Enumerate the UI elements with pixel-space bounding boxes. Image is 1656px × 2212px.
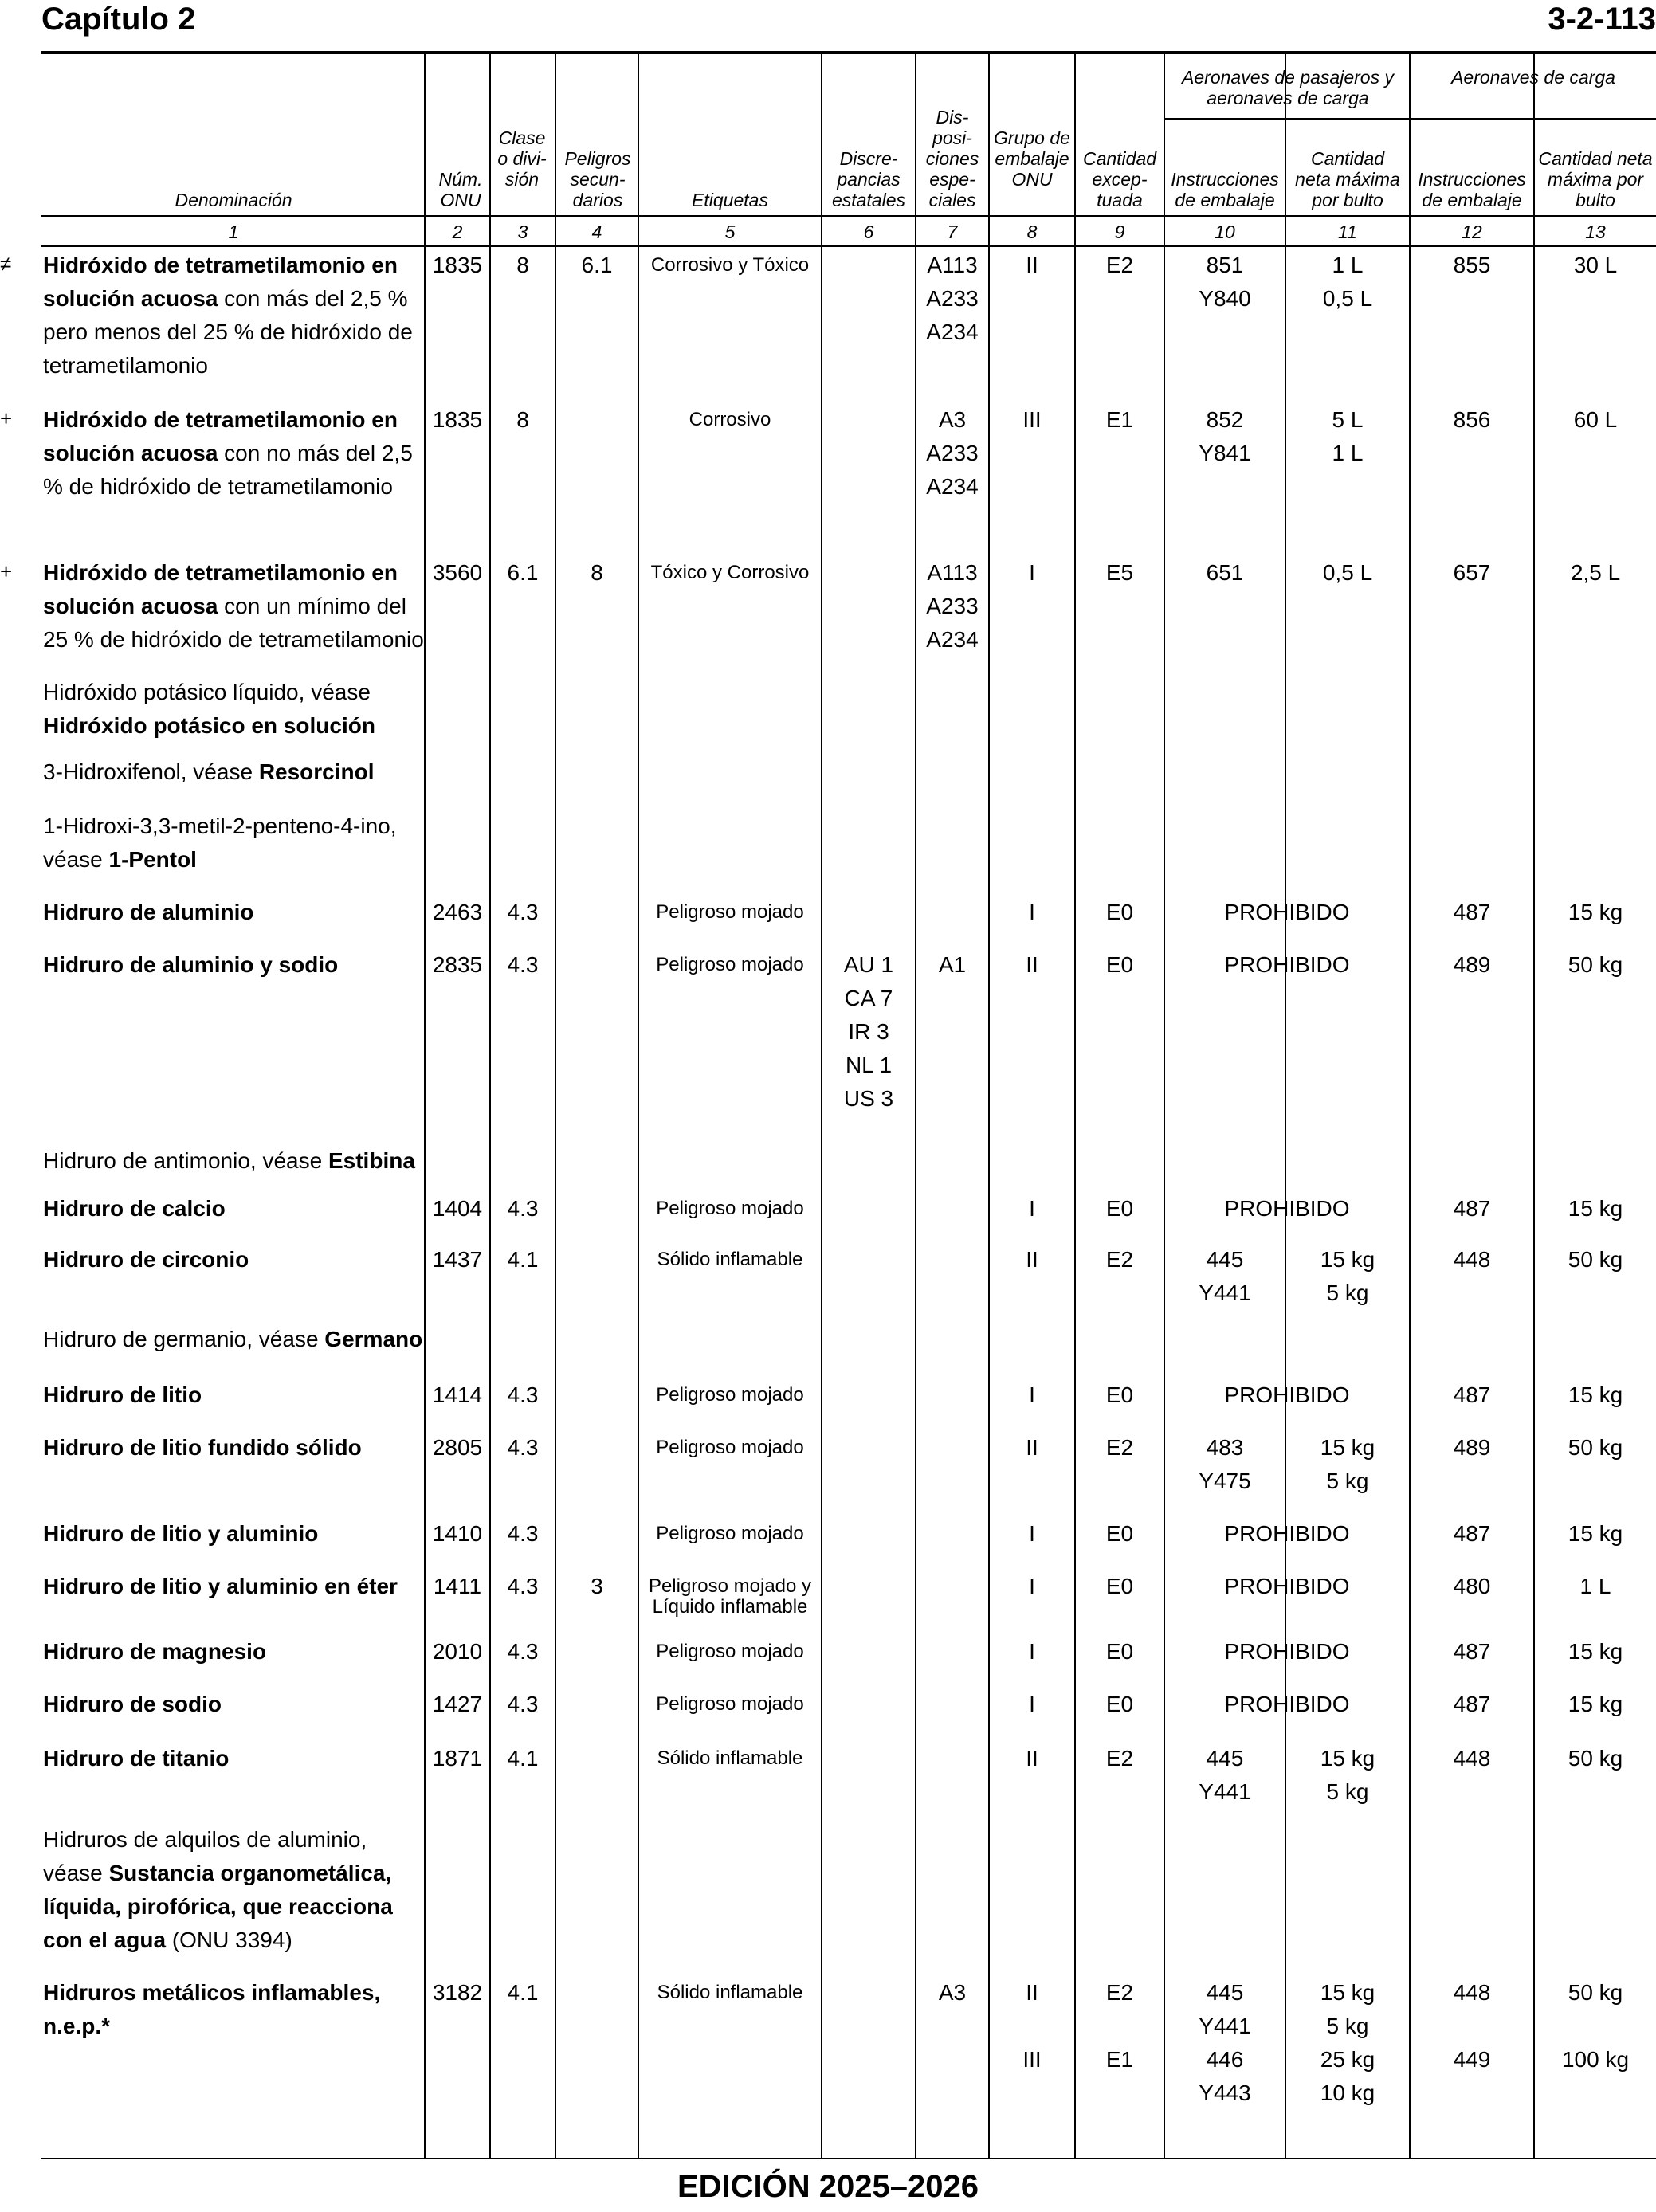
reference-text: Hidruro de germanio, véase [43,1327,325,1351]
cell-cqty: 15 kg [1568,900,1623,924]
substance-name-bold: Hidruro de aluminio y sodio [43,952,339,977]
cross-reference [43,1823,424,1957]
col-instrucciones-carga: Instrucciones de embalaje [1418,169,1526,210]
cell-cls: 4.1 [507,1746,539,1771]
cell-cls: 4.3 [507,1574,539,1598]
cell-qty: 15 kg 5 kg [1320,1746,1375,1804]
substance-name [43,249,424,382]
cell-eq: E0 [1105,1521,1134,1546]
cell-label: Tóxico y Corrosivo [650,562,810,583]
cell-pi: 445 Y441 446 Y443 [1199,1980,1251,2105]
substance-name-bold: Hidruro de circonio [43,1247,249,1272]
cell-cqty: 15 kg [1568,1382,1623,1407]
cell-qty: 1 L 0,5 L [1322,253,1373,311]
cross-reference [43,810,424,877]
cell-eq: E0 [1105,1692,1134,1716]
cell-cls: 4.1 [507,1247,539,1272]
substance-name [43,403,424,504]
substance-name-bold: Hidruro de litio y aluminio [43,1521,319,1546]
change-mark: + [0,559,13,583]
substance-name [43,896,424,929]
cell-label: Sólido inflamable [657,1249,803,1270]
page-number: 3-2-113 [1548,2,1656,37]
cell-cqty: 2,5 L [1570,560,1621,585]
cell-qty: 15 kg 5 kg [1320,1435,1375,1493]
cell-label: Peligroso mojado [656,1437,804,1458]
cell-sp: A1 [938,952,967,977]
substance-name [43,1742,424,1775]
cell-label: Peligroso mojado y Líquido inflamable [648,1575,812,1618]
cell-eq: E0 [1105,952,1134,977]
cell-cls: 8 [516,407,529,432]
cell-pi: 651 [1206,560,1244,585]
cell-pg: I [1029,1692,1035,1716]
cell-cpi: 489 [1453,1435,1491,1460]
cell-cpi: 448 449 [1453,1980,1491,2072]
cell-pg: I [1029,1639,1035,1664]
cell-eq: E1 [1105,407,1134,432]
cell-un: 1414 [432,1382,483,1407]
substance-name-bold: Hidruro de magnesio [43,1639,267,1664]
col-divider [424,54,426,2158]
cell-cqty: 60 L [1573,407,1618,432]
cell-cqty: 1 L [1579,1574,1611,1598]
cell-disc: AU 1 CA 7 IR 3 NL 1 US 3 [843,952,894,1111]
cell-label: Sólido inflamable [657,1982,803,2003]
cell-prohibido: PROHIBIDO [1224,1692,1350,1716]
col-denominacion: Denominación [175,190,292,210]
colnum-8: 8 [1026,222,1038,242]
cell-eq: E2 [1105,1435,1134,1460]
cell-pi: 445 Y441 [1199,1746,1251,1804]
cell-prohibido: PROHIBIDO [1224,1196,1350,1221]
reference-text: 3-Hidroxifenol, véase [43,759,259,784]
reference-target: 1-Pentol [108,847,197,872]
cell-cls: 4.3 [507,1692,539,1716]
reference-text: 1-Hidroxi-3,3-metil-2-penteno-4-ino, véase [43,814,397,872]
cell-cls: 4.3 [507,1196,539,1221]
cell-cqty: 15 kg [1568,1639,1623,1664]
cell-qty: 0,5 L [1322,560,1373,585]
colnum-6: 6 [863,222,874,242]
cell-pi: 483 Y475 [1199,1435,1251,1493]
cell-sp: A3 A233 A234 [926,407,979,499]
cell-un: 1410 [432,1521,483,1546]
cell-un: 1871 [432,1746,483,1771]
col-cantidad-exceptuada: Cantidad excep- tuada [1082,148,1157,210]
substance-name-bold: Hidruro de litio y aluminio en éter [43,1574,398,1598]
cell-cpi: 657 [1453,560,1491,585]
cell-un: 3182 [432,1980,483,2005]
cell-eq: E2 E1 [1105,1980,1134,2072]
cell-cqty: 50 kg [1568,1435,1623,1460]
cell-eq: E2 [1105,253,1134,277]
cell-un: 2010 [432,1639,483,1664]
chapter-title: Capítulo 2 [41,2,196,37]
substance-name-bold: Hidróxido de tetrametilamonio en solución acuosa [43,560,398,618]
col-divider [489,54,491,2158]
group-cargo-header: Aeronaves de carga [1451,67,1615,88]
cell-un: 2463 [432,900,483,924]
substance-name [43,1192,424,1226]
cell-un: 1835 [432,253,483,277]
colnum-5: 5 [724,222,736,242]
cell-cls: 8 [516,253,529,277]
cell-pg: II [1026,253,1038,277]
substance-name-detail: con un mínimo del 25 % de hidróxido de tetrametilamonio [43,594,424,652]
col-divider [1164,54,1165,2158]
reference-text: Hidruros de alquilos de aluminio, véase [43,1827,367,1885]
substance-name-bold: Hidruro de aluminio [43,900,254,924]
cell-label: Peligroso mojado [656,1641,804,1662]
cell-eq: E0 [1105,1639,1134,1664]
cell-cpi: 487 [1453,1382,1491,1407]
cell-cpi: 448 [1453,1746,1491,1771]
substance-name-detail: con no más del 2,5 % de hidróxido de tetrametilamonio [43,441,413,499]
col-divider [915,54,916,2158]
cell-sec: 8 [591,560,603,585]
cell-label: Peligroso mojado [656,901,804,923]
substance-name [43,1635,424,1669]
colnum-1: 1 [228,222,239,242]
substance-name [43,948,424,982]
cell-qty: 5 L 1 L [1332,407,1364,465]
cell-cqty: 50 kg [1568,952,1623,977]
cell-qty: 15 kg 5 kg 25 kg 10 kg [1320,1980,1375,2105]
edition-footer: EDICIÓN 2025–2026 [677,2169,979,2204]
substance-name [43,1976,424,2043]
reference-target: Sustancia organometálica, líquida, pirofórica, que reacciona con el agua [43,1861,393,1952]
reference-target: Resorcinol [258,759,375,784]
col-disposiciones: Dis- posi- ciones espe- ciales [925,107,979,210]
colnum-7: 7 [947,222,958,242]
cell-un: 3560 [432,560,483,585]
cell-un: 2835 [432,952,483,977]
substance-name [43,1517,424,1551]
cell-pg: I [1029,900,1035,924]
cell-pg: I [1029,1196,1035,1221]
col-cantidad-pax: Cantidad neta máxima por bulto [1295,148,1400,210]
substance-name-bold: Hidruro de litio fundido sólido [43,1435,362,1460]
cell-cls: 6.1 [507,560,539,585]
cell-pg: II [1026,1435,1038,1460]
group-passenger-header: Aeronaves de pasajeros y aeronaves de carga [1182,67,1394,108]
cell-eq: E2 [1105,1746,1134,1771]
colnum-9: 9 [1114,222,1125,242]
substance-name-detail: con más del 2,5 % pero menos del 25 % de hidróxido de tetrametilamonio [43,286,413,378]
cell-pg: I [1029,1521,1035,1546]
group-rule [1164,118,1656,120]
header-bottom-rule [41,215,1656,217]
substance-name-bold: Hidruro de calcio [43,1196,226,1221]
cell-cpi: 487 [1453,1521,1491,1546]
reference-target: Estibina [328,1148,415,1173]
colnum-12: 12 [1462,222,1482,242]
cell-cls: 4.3 [507,1521,539,1546]
cell-cpi: 855 [1453,253,1491,277]
cell-prohibido: PROHIBIDO [1224,1382,1350,1407]
col-divider [638,54,639,2158]
cell-eq: E5 [1105,560,1134,585]
cell-un: 1437 [432,1247,483,1272]
cell-label: Peligroso mojado [656,1384,804,1406]
cell-eq: E0 [1105,1196,1134,1221]
cell-prohibido: PROHIBIDO [1224,1574,1350,1598]
col-divider [988,54,990,2158]
cell-cpi: 856 [1453,407,1491,432]
cell-eq: E0 [1105,900,1134,924]
col-divider [1533,54,1535,2158]
reference-text: Hidróxido potásico líquido, véase [43,680,371,704]
substance-name-bold: Hidróxido de tetrametilamonio en solución acuosa [43,407,398,465]
cell-eq: E2 [1105,1247,1134,1272]
reference-target: Hidróxido potásico en solución [43,713,375,738]
substance-name [43,1379,424,1412]
cell-pi: 852 Y841 [1199,407,1251,465]
substance-name-bold: Hidróxido de tetrametilamonio en solución acuosa [43,253,398,311]
colnum-11: 11 [1338,222,1357,242]
cell-eq: E0 [1105,1382,1134,1407]
substance-name-bold: Hidruro de litio [43,1382,202,1407]
col-clase: Clase o divi- sión [497,127,547,190]
cell-cqty: 15 kg [1568,1196,1623,1221]
cell-sec: 3 [591,1574,603,1598]
cell-cqty: 50 kg [1568,1247,1623,1272]
cell-label: Peligroso mojado [656,1523,804,1544]
cell-label: Peligroso mojado [656,1693,804,1715]
col-instrucciones-pax: Instrucciones de embalaje [1171,169,1279,210]
cell-pg: I [1029,1574,1035,1598]
cell-pi: 445 Y441 [1199,1247,1251,1305]
cell-cls: 4.1 [507,1980,539,2005]
cell-cqty: 15 kg [1568,1692,1623,1716]
cell-cqty: 30 L [1573,253,1618,277]
cell-prohibido: PROHIBIDO [1224,952,1350,977]
header-rule [41,51,1656,54]
cell-cpi: 487 [1453,1196,1491,1221]
cell-cls: 4.3 [507,1435,539,1460]
substance-name-bold: Hidruro de sodio [43,1692,222,1716]
cell-pg: I [1029,560,1035,585]
cell-un: 1404 [432,1196,483,1221]
cell-cls: 4.3 [507,952,539,977]
cell-cpi: 448 [1453,1247,1491,1272]
col-grupo: Grupo de embalaje ONU [994,127,1070,190]
cell-cpi: 487 [1453,1692,1491,1716]
substance-name-bold: Hidruro de titanio [43,1746,230,1771]
substance-name [43,556,424,657]
col-cantidad-carga: Cantidad neta máxima por bulto [1538,148,1653,210]
substance-name [43,1570,424,1603]
colnum-3: 3 [517,222,528,242]
col-divider [1074,54,1076,2158]
cell-cqty: 50 kg [1568,1746,1623,1771]
cross-reference [43,1323,424,1356]
cell-pg: III [1022,407,1042,432]
substance-name [43,1243,424,1277]
footer-rule [41,2158,1656,2159]
cell-cls: 4.3 [507,900,539,924]
change-mark: + [0,406,13,430]
cell-label: Corrosivo y Tóxico [650,254,810,276]
cell-sp: A3 [938,1980,967,2005]
colnum-10: 10 [1215,222,1235,242]
cell-cls: 4.3 [507,1639,539,1664]
reference-target: Germano [324,1327,423,1351]
col-peligros: Peligros secun- darios [564,148,631,210]
colnum-2: 2 [452,222,463,242]
cell-cpi: 487 [1453,1639,1491,1664]
cell-eq: E0 [1105,1574,1134,1598]
col-etiquetas: Etiquetas [692,190,768,210]
cell-sec: 6.1 [581,253,613,277]
cell-label: Peligroso mojado [656,954,804,975]
cell-pg: II [1026,952,1038,977]
cell-prohibido: PROHIBIDO [1224,1639,1350,1664]
reference-note: (ONU 3394) [166,1928,292,1952]
cell-cqty: 50 kg 100 kg [1561,1980,1630,2072]
cell-pg: II [1026,1247,1038,1272]
cell-pi: 851 Y840 [1199,253,1251,311]
cell-label: Peligroso mojado [656,1198,804,1219]
cell-pg: II III [1022,1980,1042,2072]
cross-reference [43,1144,424,1178]
colnum-4: 4 [591,222,602,242]
cell-cqty: 15 kg [1568,1521,1623,1546]
cell-qty: 15 kg 5 kg [1320,1247,1375,1305]
cross-reference [43,755,424,789]
colnum-rule [41,245,1656,247]
col-discrepancias: Discre- pancias estatales [831,148,906,210]
cross-reference [43,676,424,743]
substance-name [43,1431,424,1465]
cell-un: 1835 [432,407,483,432]
cell-label: Sólido inflamable [657,1747,803,1769]
cell-sp: A113 A233 A234 [926,253,979,344]
cell-cls: 4.3 [507,1382,539,1407]
cell-prohibido: PROHIBIDO [1224,900,1350,924]
col-divider [1285,54,1286,2158]
substance-name-bold: Hidruros metálicos inflamables, n.e.p.* [43,1980,381,2038]
col-num-onu: Núm. ONU [438,169,483,210]
cell-cpi: 480 [1453,1574,1491,1598]
change-mark: ≠ [0,252,12,276]
col-divider [1409,54,1411,2158]
cell-cpi: 487 [1453,900,1491,924]
reference-text: Hidruro de antimonio, véase [43,1148,328,1173]
page-header [41,0,1656,53]
cell-pg: II [1026,1746,1038,1771]
substance-name [43,1688,424,1721]
cell-un: 1427 [432,1692,483,1716]
col-divider [555,54,556,2158]
cell-label: Corrosivo [689,409,771,430]
cell-prohibido: PROHIBIDO [1224,1521,1350,1546]
cell-un: 2805 [432,1435,483,1460]
colnum-13: 13 [1585,222,1606,242]
cell-cpi: 489 [1453,952,1491,977]
cell-pg: I [1029,1382,1035,1407]
cell-un: 1411 [433,1574,482,1598]
cell-sp: A113 A233 A234 [926,560,979,652]
